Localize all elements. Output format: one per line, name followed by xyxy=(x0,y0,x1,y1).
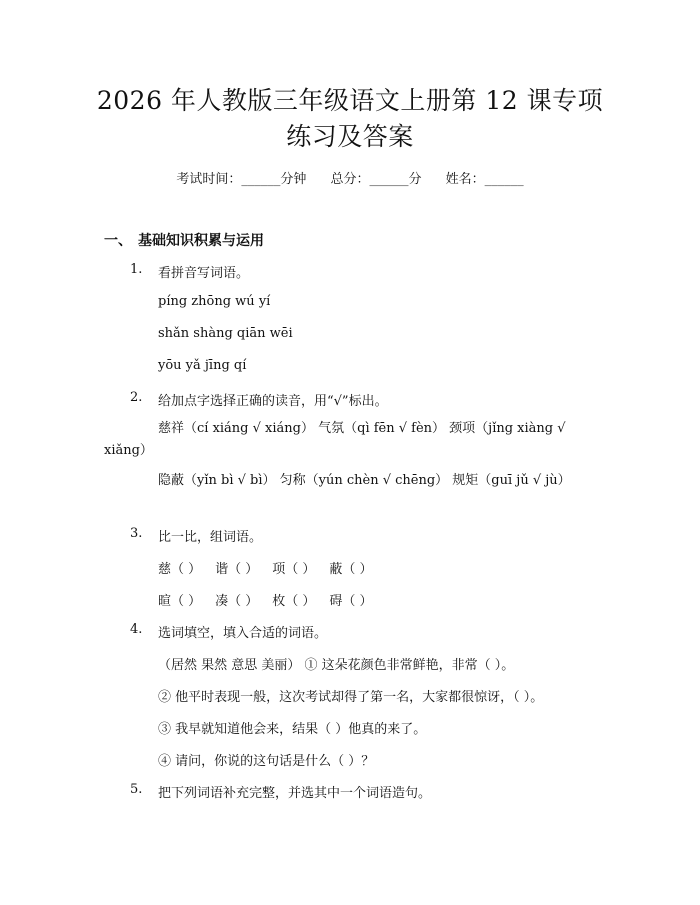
exam-name: 姓名：______ xyxy=(445,172,524,187)
section-title: 基础知识积累与运用 xyxy=(138,233,264,249)
exam-time: 考试时间：______分钟 xyxy=(176,172,307,187)
pinyin-item-2: shǎn shàng qiān wēi xyxy=(158,326,293,341)
section-heading xyxy=(104,230,264,250)
pinyin-item-1: píng zhōng wú yí xyxy=(158,294,271,309)
section-number: 一、 xyxy=(104,233,132,249)
question-5-text: 把下列词语补充完整，并选其中一个词语造句。 xyxy=(158,786,432,801)
fill-blank-line-4: ④ 请问，你说的这句话是什么（ ）？ xyxy=(158,754,375,769)
compare-char: 碍（ ） xyxy=(329,594,373,609)
compare-row-1 xyxy=(158,558,387,577)
compare-char: 谐（ ） xyxy=(215,562,259,577)
reading-choice-row-2: 隐蔽（yǐn bì √ bì） 匀称（yún chèn √ chēng） 规矩（guī jǔ √ jù） xyxy=(158,473,571,488)
compare-char: 项（ ） xyxy=(272,562,316,577)
compare-char: 枚（ ） xyxy=(272,594,316,609)
document-title-line1: 2026 年人教版三年级语文上册第 12 课专项 xyxy=(96,86,604,115)
question-1-text: 看拼音写词语。 xyxy=(158,266,250,281)
question-2-text: 给加点字选择正确的读音，用“√”标出。 xyxy=(158,394,388,409)
exam-meta xyxy=(0,168,700,187)
exam-score: 总分：______分 xyxy=(330,172,422,187)
compare-char: 蔽（ ） xyxy=(329,562,373,577)
question-4-text: 选词填空，填入合适的词语。 xyxy=(158,626,328,641)
compare-char: 凑（ ） xyxy=(215,594,259,609)
reading-choice-row-1: 慈祥（cí xiáng √ xiáng） 气氛（qì fēn √ fèn） 颈项（jǐng xiàng √ xiǎng） xyxy=(104,421,566,458)
fill-blank-line-3: ③ 我早就知道他会来，结果（ ）他真的来了。 xyxy=(158,722,427,737)
question-3-text: 比一比，组词语。 xyxy=(158,530,263,545)
compare-char: 暄（ ） xyxy=(158,594,202,609)
document-title-line2: 练习及答案 xyxy=(286,122,414,151)
fill-blank-line-2: ② 他平时表现一般，这次考试却得了第一名，大家都很惊讶，（ ）。 xyxy=(158,690,544,705)
question-4-number: 4. xyxy=(130,622,143,637)
compare-char: 慈（ ） xyxy=(158,562,202,577)
pinyin-item-3: yōu yǎ jīng qí xyxy=(158,358,247,373)
question-2-number: 2. xyxy=(130,390,143,405)
question-3-number: 3. xyxy=(130,526,143,541)
question-1-number: 1. xyxy=(130,262,143,277)
question-5-number: 5. xyxy=(130,782,143,797)
compare-row-2 xyxy=(158,590,387,609)
fill-blank-line-1: （居然 果然 意思 美丽） ① 这朵花颜色非常鲜艳，非常（ ）。 xyxy=(158,658,515,673)
